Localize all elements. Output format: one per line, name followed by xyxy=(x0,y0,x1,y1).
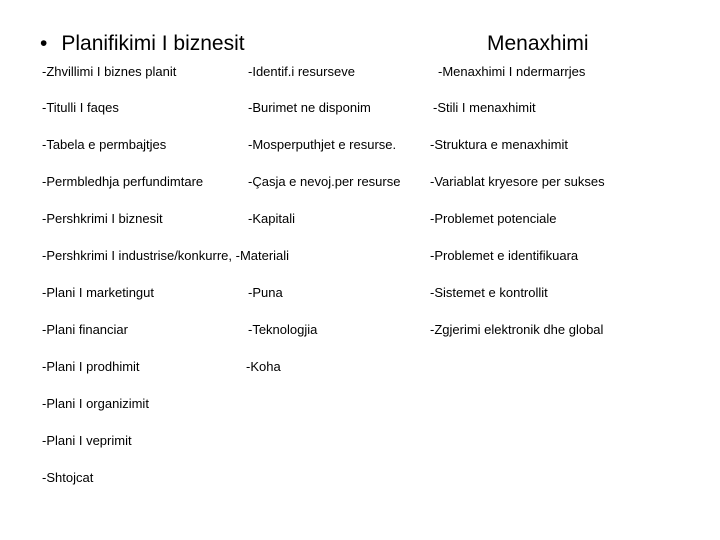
col1-item: -Permbledhja perfundimtare xyxy=(42,174,204,189)
col3-item: -Zgjerimi elektronik dhe global xyxy=(430,322,604,337)
col1-item: -Plani I marketingut xyxy=(42,285,154,300)
col3-item: -Problemet potenciale xyxy=(430,211,557,226)
col2-item: -Kapitali xyxy=(248,211,295,226)
col1-item: -Plani financiar xyxy=(42,322,128,337)
col2-item: -Koha xyxy=(246,359,281,374)
title-planifikimi xyxy=(40,32,245,56)
col2-item: -Burimet ne disponim xyxy=(248,100,371,115)
col2-item: -Teknologjia xyxy=(248,322,318,337)
col1-item: -Shtojcat xyxy=(42,470,94,485)
col1-item: -Pershkrimi I biznesit xyxy=(42,211,163,226)
col2-item: -Identif.i resurseve xyxy=(248,64,355,79)
col3-item: -Problemet e identifikuara xyxy=(430,248,579,263)
title-menaxhimi: Menaxhimi xyxy=(487,32,589,55)
title-left-text: Planifikimi I biznesit xyxy=(61,32,245,55)
col3-item: -Variablat kryesore per sukses xyxy=(430,174,605,189)
col1-item: -Titulli I faqes xyxy=(42,100,119,115)
bullet-icon: • xyxy=(40,32,48,55)
col3-item: -Stili I menaxhimit xyxy=(433,100,536,115)
col1-item: -Zhvillimi I biznes planit xyxy=(42,64,177,79)
col2-item: -Çasja e nevoj.per resurse xyxy=(248,174,401,189)
col2-item: -Puna xyxy=(248,285,283,300)
col3-item: -Sistemet e kontrollit xyxy=(430,285,548,300)
col2-item: -Mosperputhjet e resurse. xyxy=(248,137,397,152)
col1-item: -Plani I veprimit xyxy=(42,433,132,448)
col3-item: -Menaxhimi I ndermarrjes xyxy=(438,64,586,79)
col1-item: -Pershkrimi I industrise/konkurre, -Materiali xyxy=(42,248,290,263)
col3-item: -Struktura e menaxhimit xyxy=(430,137,568,152)
col1-item: -Plani I organizimit xyxy=(42,396,149,411)
col1-item: -Tabela e permbajtjes xyxy=(42,137,167,152)
col1-item: -Plani I prodhimit xyxy=(42,359,140,374)
